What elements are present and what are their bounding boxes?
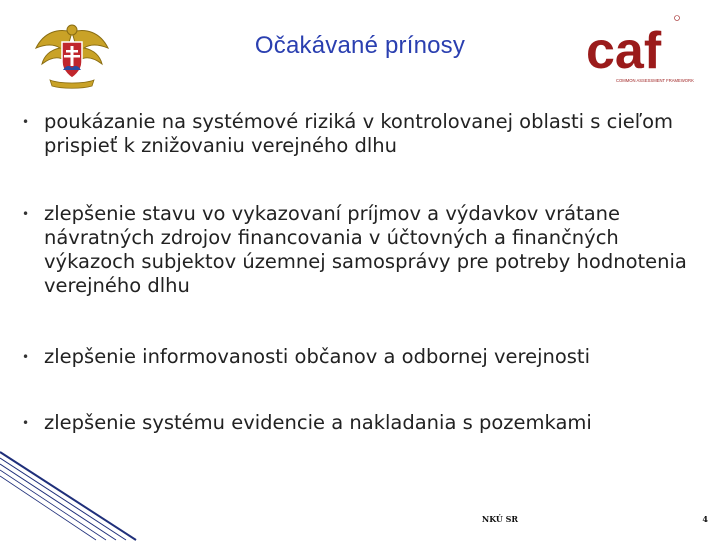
slovak-audit-office-emblem-icon: [32, 18, 112, 90]
bullet-text: zlepšenie systému evidencie a nakladania s pozemkami: [44, 411, 592, 434]
bullet-text: poukázanie na systémové riziká v kontrolovanej oblasti s cieľom prispieť k znižovaniu verejného dlhu: [44, 110, 674, 157]
bullet-text: zlepšenie informovanosti občanov a odbornej verejnosti: [44, 345, 590, 368]
slide-title: Očakávané prínosy: [254, 32, 466, 59]
bullet-text: zlepšenie stavu vo vykazovaní príjmov a výdavkov vrátane návratných zdrojov financovania v účtovných a finančných výkazoch subjektov územnej samosprávy pre potreby hodnotenia verejného dlhu: [44, 202, 687, 297]
bullet-item: [22, 110, 712, 158]
bullet-item: [22, 202, 712, 298]
caf-logo-icon: [584, 12, 694, 96]
bullet-dot-icon: •: [22, 115, 30, 129]
bullet-item: [22, 345, 712, 369]
decorative-corner-lines: [0, 450, 140, 540]
footer-text: NKÚ SR: [481, 514, 519, 524]
page-number: 4: [702, 514, 708, 524]
bullet-list: [22, 106, 712, 435]
caf-logo-text: caf: [586, 22, 662, 80]
bullet-dot-icon: •: [22, 416, 30, 430]
caf-logo-subtext: COMMON ASSESSMENT FRAMEWORK: [616, 78, 694, 83]
bullet-dot-icon: •: [22, 207, 30, 221]
bullet-item: [22, 411, 712, 435]
bullet-dot-icon: •: [22, 350, 30, 364]
